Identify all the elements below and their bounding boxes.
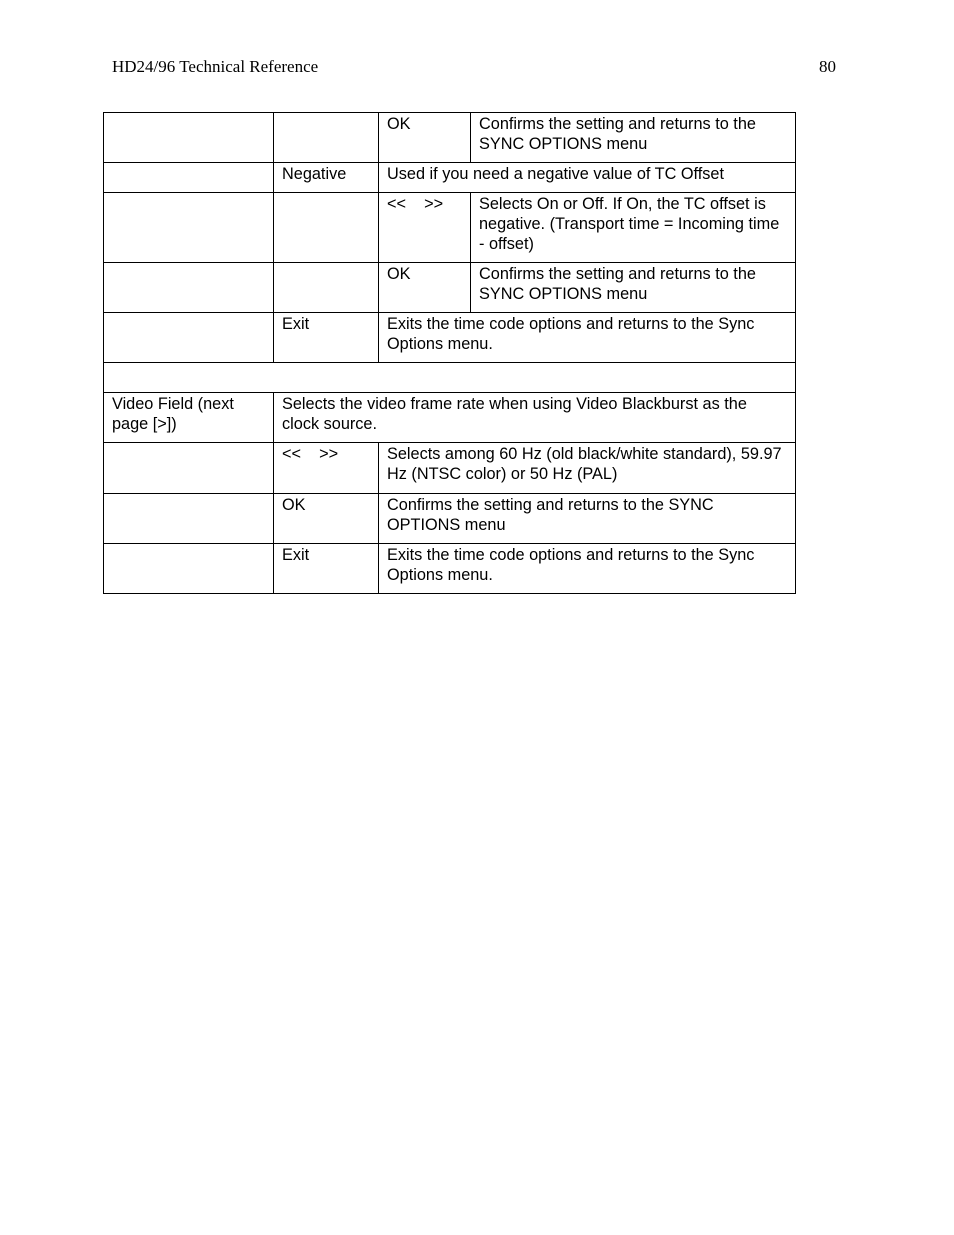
table-cell-arrows: << >> [379, 193, 471, 263]
table-row [104, 393, 796, 443]
table-row [104, 544, 796, 594]
table-row [104, 313, 796, 363]
table-row [104, 113, 796, 163]
table-cell [104, 263, 274, 313]
table-cell-exit: Exit [274, 313, 379, 363]
table-row [104, 443, 796, 494]
table-cell-ok: OK [379, 263, 471, 313]
table-cell [274, 113, 379, 163]
table-cell [274, 263, 379, 313]
reference-table [103, 112, 796, 594]
table-row [104, 263, 796, 313]
table-cell-video-field: Video Field (next page [>]) [104, 393, 274, 443]
table-row [104, 193, 796, 263]
table-cell [104, 163, 274, 193]
table-cell [274, 193, 379, 263]
table-row-spacer [104, 363, 796, 393]
table-cell-description: Used if you need a negative value of TC Offset [379, 163, 796, 193]
table-cell [104, 113, 274, 163]
table-cell [104, 313, 274, 363]
table-cell-ok: OK [379, 113, 471, 163]
table-cell-exit: Exit [274, 544, 379, 594]
table-cell-description: Selects among 60 Hz (old black/white standard), 59.97 Hz (NTSC color) or 50 Hz (PAL) [379, 443, 796, 494]
table-cell-arrows: << >> [274, 443, 379, 494]
table-cell [104, 544, 274, 594]
table-cell-description: Confirms the setting and returns to the SYNC OPTIONS menu [471, 263, 796, 313]
table-row [104, 163, 796, 193]
table-cell-description: Exits the time code options and returns to the Sync Options menu. [379, 544, 796, 594]
table-cell [104, 443, 274, 494]
table-cell-description: Confirms the setting and returns to the SYNC OPTIONS menu [379, 494, 796, 544]
table-cell-description: Confirms the setting and returns to the SYNC OPTIONS menu [471, 113, 796, 163]
table-cell-description: Selects On or Off. If On, the TC offset is negative. (Transport time = Incoming time - offset) [471, 193, 796, 263]
page-number: 80 [819, 57, 836, 76]
table-cell-description: Exits the time code options and returns to the Sync Options menu. [379, 313, 796, 363]
table-row [104, 494, 796, 544]
table-cell-ok: OK [274, 494, 379, 544]
table-cell-negative: Negative [274, 163, 379, 193]
table-cell [104, 193, 274, 263]
table-cell-empty [104, 363, 796, 393]
page-header-title: HD24/96 Technical Reference [112, 57, 319, 76]
table-cell [104, 494, 274, 544]
table-cell-description: Selects the video frame rate when using Video Blackburst as the clock source. [274, 393, 796, 443]
